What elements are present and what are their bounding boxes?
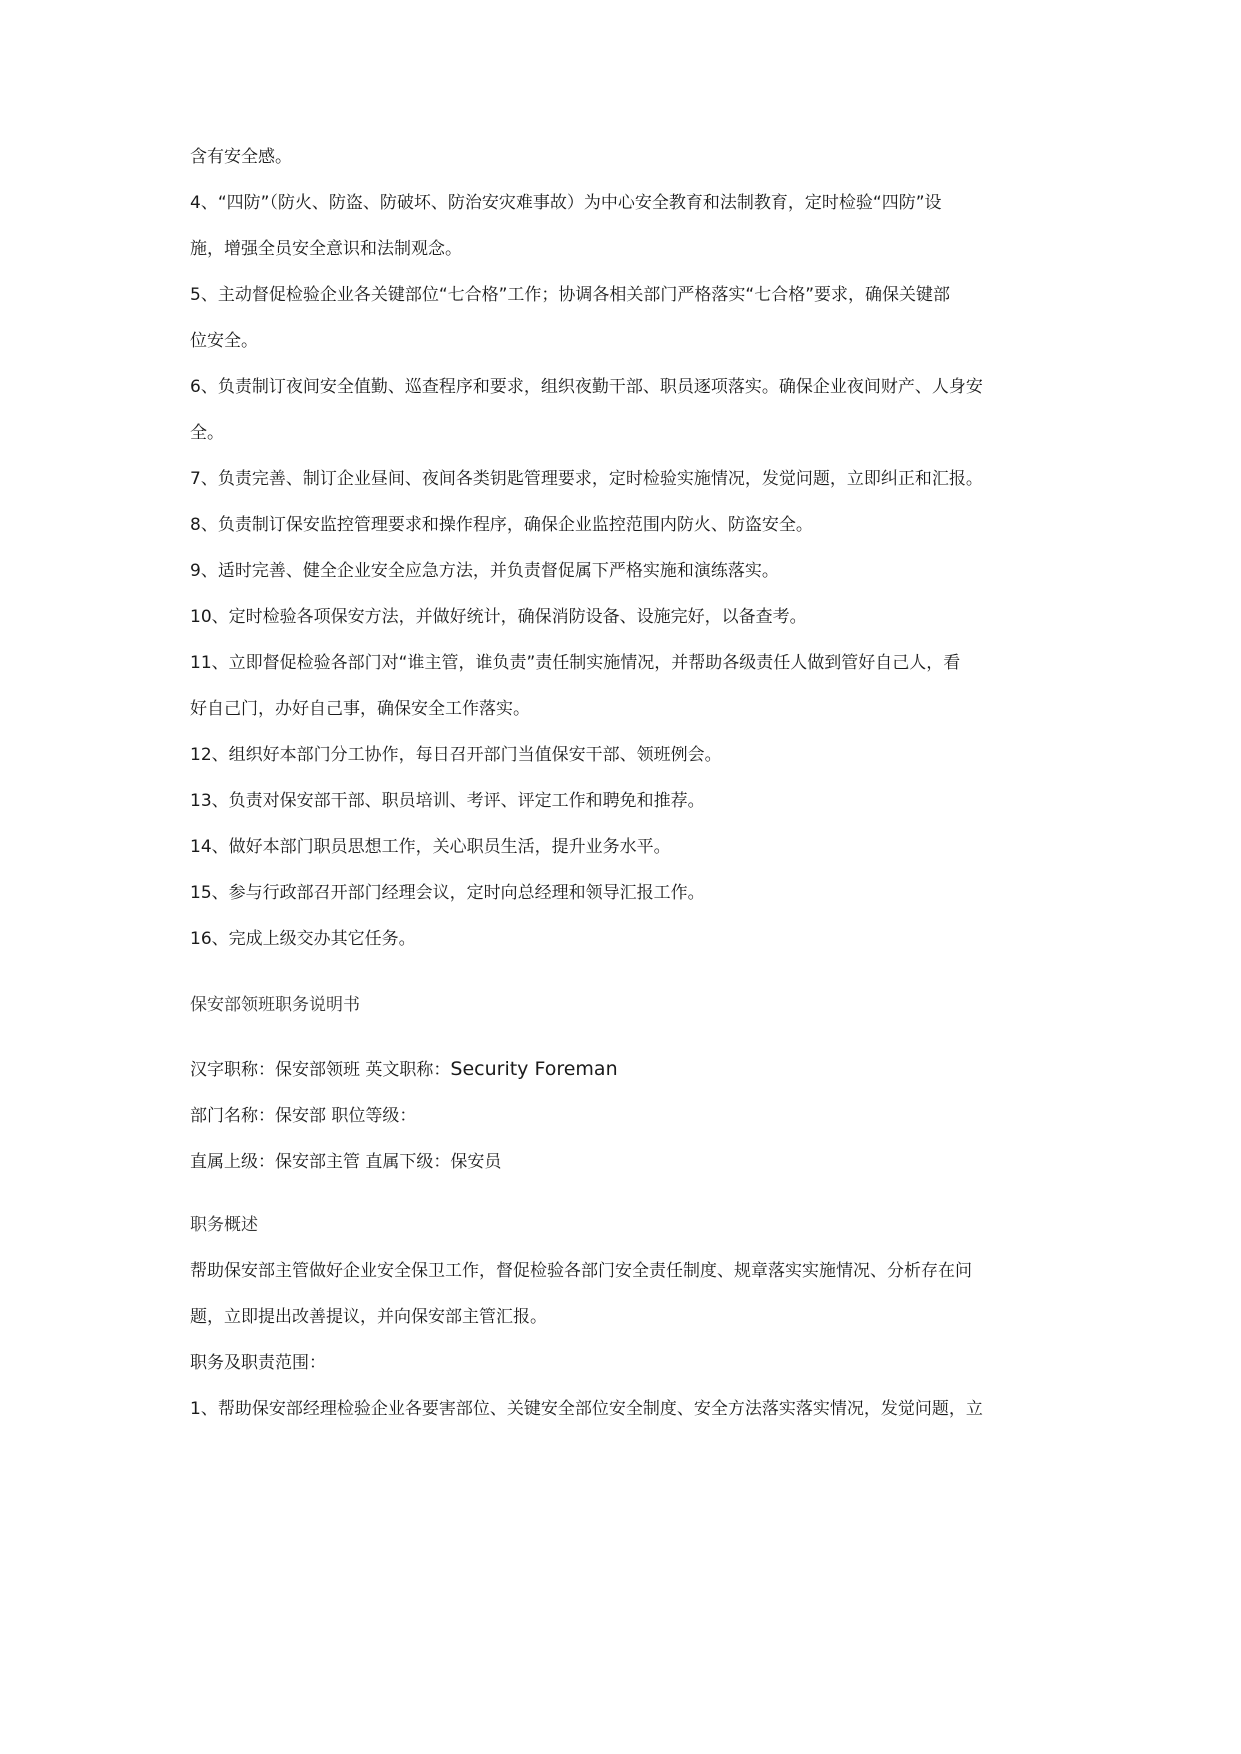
list-item-4: 4、“四防”（防火、防盗、防破坏、防治安灾难事故）为中心安全教育和法制教育，定时检验“四防”设 [190,193,942,213]
text-line: 位安全。 [190,331,258,351]
overview-heading: 职务概述 [190,1215,258,1235]
text-line: 含有安全感。 [190,147,292,167]
list-item-11: 11、立即督促检验各部门对“谁主管，谁负责”责任制实施情况，并帮助各级责任人做到管好自己人，看 [190,653,961,673]
list-item-13: 13、负责对保安部干部、职员培训、考评、评定工作和聘免和推荐。 [190,791,705,811]
list-item-7: 7、负责完善、制订企业昼间、夜间各类钥匙管理要求，定时检验实施情况，发觉问题，立即纠正和汇报。 [190,469,983,489]
list-item-1: 1、帮助保安部经理检验企业各要害部位、关键安全部位安全制度、安全方法落实落实情况，发觉问题，立 [190,1399,983,1419]
list-item-6: 6、负责制订夜间安全值勤、巡查程序和要求，组织夜勤干部、职员逐项落实。确保企业夜间财产、人身安 [190,377,983,397]
list-item-14: 14、做好本部门职员思想工作，关心职员生活，提升业务水平。 [190,837,671,857]
text-line: 好自己门，办好自己事，确保安全工作落实。 [190,699,530,719]
list-item-15: 15、参与行政部召开部门经理会议，定时向总经理和领导汇报工作。 [190,883,705,903]
section-title: 保安部领班职务说明书 [190,995,360,1015]
english-title: Security Foreman [450,1058,618,1080]
list-item-10: 10、定时检验各项保安方法，并做好统计，确保消防设备、设施完好，以备查考。 [190,607,807,627]
text-line: 施，增强全员安全意识和法制观念。 [190,239,462,259]
duties-heading: 职务及职责范围： [190,1353,326,1373]
job-title-row [190,1058,1060,1081]
overview-text: 帮助保安部主管做好企业安全保卫工作，督促检验各部门安全责任制度、规章落实实施情况、分析存在问 [190,1261,972,1281]
department-row: 部门名称：保安部 职位等级： [190,1106,417,1126]
reporting-row: 直属上级：保安部主管 直属下级：保安员 [190,1152,502,1172]
list-item-9: 9、适时完善、健全企业安全应急方法，并负责督促属下严格实施和演练落实。 [190,561,779,581]
list-item-8: 8、负责制订保安监控管理要求和操作程序，确保企业监控范围内防火、防盗安全。 [190,515,813,535]
list-item-5: 5、主动督促检验企业各关键部位“七合格”工作；协调各相关部门严格落实“七合格”要求，确保关键部 [190,285,951,305]
list-item-16: 16、完成上级交办其它任务。 [190,929,416,949]
overview-text: 题，立即提出改善提议，并向保安部主管汇报。 [190,1307,547,1327]
job-title-label: 汉字职称：保安部领班 英文职称： [190,1060,451,1080]
list-item-12: 12、组织好本部门分工协作，每日召开部门当值保安干部、领班例会。 [190,745,722,765]
text-line: 全。 [190,423,224,443]
